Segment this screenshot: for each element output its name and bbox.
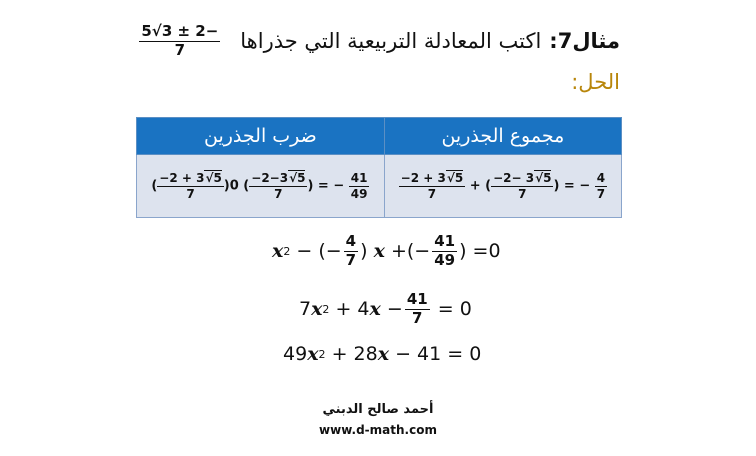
eq2-x: x [311, 298, 323, 321]
eq3-x2: x [377, 343, 390, 365]
example-text: اكتب المعادلة التربيعية التي جذراها [240, 29, 542, 54]
sum-f2-den: 7 [518, 186, 527, 201]
root-denominator: 7 [174, 40, 186, 59]
equation-2 [299, 292, 472, 327]
sum-fraction-1 [399, 172, 466, 200]
eq1-x: x [272, 240, 284, 263]
sum-f1-rad: √5 [446, 170, 464, 185]
eq2-coef1: 7 [299, 298, 312, 321]
root-numerator: −2 ± 3√5 [141, 22, 219, 40]
eq2-part2: − [386, 298, 403, 321]
product-fraction-1 [157, 172, 224, 200]
eq2-f-num: 41 [406, 290, 428, 308]
prod-f1-den: 7 [186, 186, 195, 201]
roots-table [136, 117, 622, 218]
eq1-part2: ) [360, 240, 368, 263]
sum-f1-num: −2 + 3 [400, 170, 446, 185]
eq2-f-den: 7 [412, 308, 423, 327]
product-fraction-2 [249, 172, 307, 200]
sum-fraction-2 [491, 172, 553, 200]
product-result [349, 172, 370, 200]
equation-3 [283, 343, 481, 365]
website-link[interactable]: www.d-math.com [319, 423, 437, 437]
product-cell: ( $\frac{-2 + 3√5}{7}$ )0 ( $\frac{-2-3√5}{7}$ ) = − $\frac{41}{49}$ [137, 155, 385, 218]
equation-1 [272, 234, 501, 269]
eq2-part3: = 0 [437, 298, 472, 321]
example-root-fraction [139, 24, 220, 59]
eq2-frac [405, 292, 430, 327]
prod-f2-rad: √5 [289, 170, 306, 185]
prod-res-num: 41 [350, 170, 368, 185]
author-name: أحمد صالح الدبني [322, 402, 434, 417]
eq1-f2-num: 41 [434, 232, 456, 250]
eq3-coef1: 49 [283, 343, 308, 365]
sum-cell: $\frac{-2 + 3√5}{7}$ + ( $\frac{-2- 3√5}{7}$ ) = − $\frac{4}{7}$ [384, 155, 621, 218]
prod-f2-den: 7 [274, 186, 283, 201]
eq1-frac-2 [432, 234, 457, 269]
sum-f1-den: 7 [427, 186, 437, 201]
sum-res-den: 7 [596, 186, 606, 201]
eq1-f1-den: 7 [345, 250, 357, 269]
eq1-f1-num: 4 [345, 232, 357, 250]
sum-res-num: 4 [596, 170, 606, 185]
eq1-sq: 2 [283, 244, 291, 258]
eq1-x2: x [373, 240, 385, 263]
prod-res-den: 49 [350, 186, 368, 201]
example-label: مثال7: [549, 29, 620, 54]
eq2-x2: x [369, 298, 381, 321]
sum-result [595, 172, 607, 200]
product-equals: = − [317, 178, 345, 194]
solution-label: الحل: [571, 70, 620, 94]
eq3-part1: + 28 [331, 343, 378, 365]
eq3-part2: − 41 = 0 [395, 343, 482, 365]
header-sum: مجموع الجذرين [384, 118, 621, 155]
sum-equals: = − [563, 178, 591, 194]
sum-f2-rad: √5 [535, 170, 552, 185]
eq3-x: x [307, 343, 319, 365]
sum-plus: + [469, 178, 481, 194]
prod-f2-num: −2−3 [251, 170, 289, 185]
example-title-row [139, 24, 620, 59]
prod-f1-rad: √5 [205, 170, 222, 185]
prod-f1-num: −2 + 3 [159, 170, 205, 185]
eq1-part4: ) =0 [459, 240, 501, 263]
eq2-sq: 2 [322, 302, 330, 316]
sum-f2-num: −2− 3 [493, 170, 535, 185]
eq1-frac-1 [344, 234, 358, 269]
eq1-part3: +(− [390, 240, 431, 263]
eq1-part1: − (− [296, 240, 342, 263]
eq1-f2-den: 49 [434, 250, 456, 269]
eq3-sq: 2 [318, 347, 326, 361]
product-operator: )0 ( [223, 178, 250, 194]
eq2-part1: + 4 [335, 298, 370, 321]
header-product: ضرب الجذرين [137, 118, 385, 155]
